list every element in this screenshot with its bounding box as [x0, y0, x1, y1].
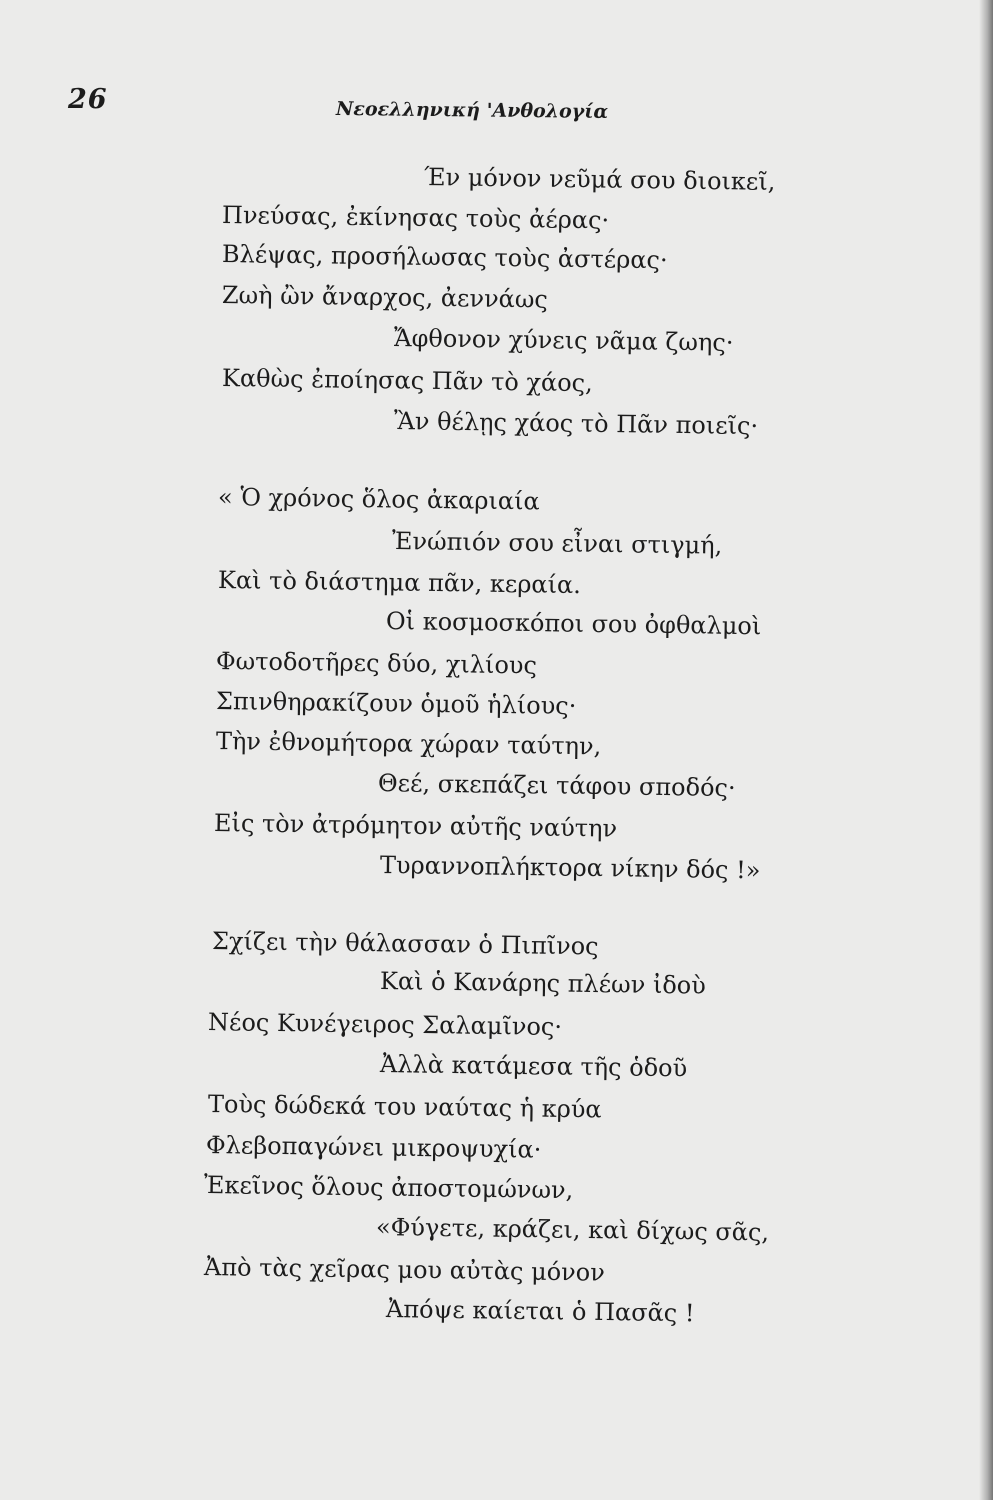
poem-line: Φωτοδοτῆρες δύο, χιλίους: [215, 647, 538, 680]
poem-line: Καὶ τὸ διάστημα πᾶν, κεραία.: [217, 566, 582, 600]
poem-line: Θεέ, σκεπάζει τάφου σποδός·: [377, 769, 736, 802]
poem-line: Καθὼς ἐποίησας Πᾶν τὸ χάος,: [221, 364, 593, 398]
poem-line: Εἰς τὸν ἀτρόμητον αὐτῆς ναύτην: [213, 809, 618, 843]
running-title: Νεοελληνική 'Ανθολογία: [335, 98, 609, 123]
poem-line: Έν μόνον νεῦμά σου διοικεῖ,: [423, 163, 776, 196]
poem-line: Ἐνώπιόν σου εἶναι στιγμή,: [391, 527, 723, 560]
poem-line: Ζωὴ ὢν ἄναρχος, ἀεννάως: [221, 281, 549, 314]
poem-line: Ἀπόψε καίεται ὁ Πασᾶς !: [385, 1295, 695, 1328]
poem-line: Νέος Κυνέγειρος Σαλαμῖνος·: [207, 1008, 563, 1041]
poem-line: Σχίζει τὴν θάλασσαν ὁ Πιπῖνος: [211, 927, 599, 961]
poem-line: Τὴν ἐθνομήτορα χώραν ταύτην,: [215, 727, 602, 761]
poem-line: Ἐκεῖνος ὅλους ἀποστομώνων,: [203, 1171, 574, 1205]
poem-line: Καὶ ὁ Κανάρης πλέων ἰδοὺ: [379, 967, 707, 1000]
poem-line: Ἂν θέλῃς χάος τὸ Πᾶν ποιεῖς·: [393, 407, 759, 441]
poem-line: « Ὁ χρόνος ὅλος ἀκαριαία: [217, 483, 540, 516]
page-number: 26: [68, 84, 108, 115]
poem-line: Ἀλλὰ κατάμεσα τῆς ὁδοῦ: [379, 1050, 688, 1083]
poem-line: Οἱ κοσμοσκόποι σου ὀφθαλμοὶ: [385, 607, 762, 641]
poem-line: «Φύγετε, κράζει, καὶ δίχως σᾶς,: [375, 1213, 770, 1247]
poem-line: Ἀπὸ τὰς χεῖρας μου αὐτὰς μόνον: [203, 1253, 605, 1287]
poem-line: Σπινθηρακίζουν ὁμοῦ ἡλίους·: [215, 687, 577, 721]
poem-line: Φλεβοπαγώνει μικροψυχία·: [205, 1131, 542, 1164]
poem-line: Πνεύσας, ἐκίνησας τοὺς ἀέρας·: [221, 201, 610, 235]
poem-line: Τοὺς δώδεκά του ναύτας ἡ κρύα: [207, 1090, 602, 1124]
page-edge-shadow: [979, 0, 993, 1500]
poem-line: Τυραννοπλήκτορα νίκην δός !»: [379, 851, 761, 885]
poem-line: Ἄφθονον χύνεις νᾶμα ζωης·: [393, 324, 734, 357]
poem-line: Βλέψας, προσήλωσας τοὺς ἀστέρας·: [221, 240, 668, 275]
